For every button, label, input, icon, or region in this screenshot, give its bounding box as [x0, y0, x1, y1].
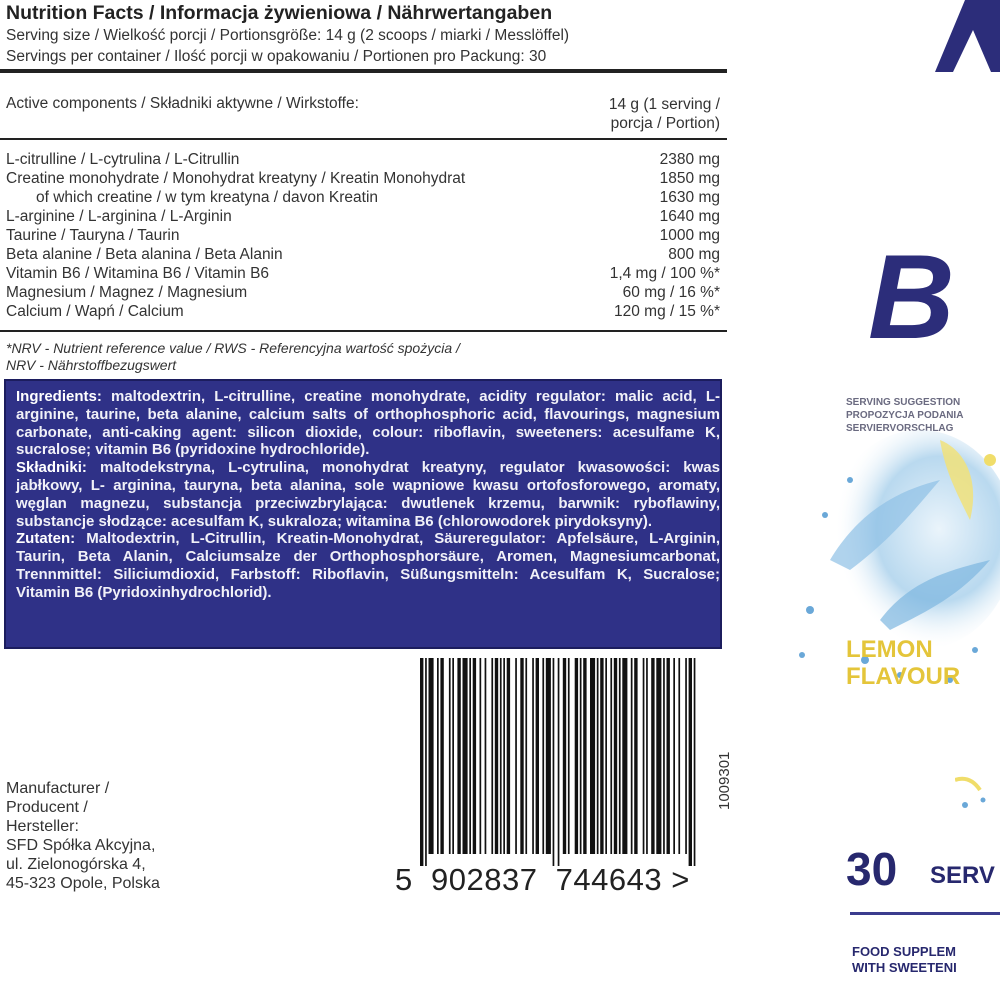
flavour-line: LEMON: [846, 636, 933, 663]
active-components-value: [609, 95, 720, 133]
barcode-bar: [646, 658, 648, 854]
barcode-first-digit: 5: [395, 862, 413, 897]
barcode-bar: [420, 658, 423, 866]
barcode-group2: 744643: [555, 862, 663, 897]
food-line: WITH SWEETENI: [852, 960, 957, 975]
row-label: Taurine / Tauryna / Taurin: [6, 227, 180, 244]
ingredients-pl-body: maltodekstryna, L-cytrulina, monohydrat kreatyny, regulator kwasowości: kwas jabłkowy, L- arginina, tauryna, beta alanina, sole wapniowe kwasu ortofosforowego, aromaty, węglan magnezu, substancja przeciwzbrylająca: dwutlenek krzemu, barwnik: ryboflawiny, substancje słodzące: acesulfam K, sukraloza; witamina B6 (chlorowodorek pirydoksyny).: [16, 459, 720, 530]
barcode-bar: [457, 658, 460, 854]
barcode-bar: [605, 658, 607, 854]
barcode-bar: [600, 658, 603, 854]
serving-size: Serving size / Wielkość porcji / Portionsgröße: 14 g (2 scoops / miarki / Messlöffel): [6, 27, 570, 44]
manufacturer-line: ul. Zielonogórska 4,: [6, 856, 146, 873]
barcode-bar: [622, 658, 627, 854]
barcode-bar: [634, 658, 637, 854]
ingredients-en: [16, 388, 720, 459]
divider: [0, 138, 727, 140]
barcode-bar: [532, 658, 534, 854]
row-label: Vitamin B6 / Witamina B6 / Vitamin B6: [6, 265, 270, 282]
ingredients-text: [16, 388, 720, 602]
barcode-bar: [643, 658, 645, 854]
barcode-number: [395, 862, 690, 898]
ingredients-box: [4, 379, 722, 649]
active-value-line2: porcja / Portion): [610, 115, 720, 132]
brand-logo-icon: [935, 0, 1000, 72]
barcode-bar: [580, 658, 582, 854]
barcode-bar: [437, 658, 439, 854]
barcode-bar: [480, 658, 482, 854]
row-value: 1,4 mg / 100 %*: [609, 265, 720, 282]
servings-per-container: Servings per container / Ilość porcji w opakowaniu / Portionen pro Packung: 30: [6, 48, 547, 65]
ingredients-pl: [16, 459, 720, 530]
row-value: 2380 mg: [659, 151, 720, 168]
barcode-bar: [536, 658, 539, 854]
barcode-bar: [558, 658, 560, 866]
barcode-bar: [678, 658, 680, 854]
barcode-bar: [694, 658, 696, 866]
barcode-bar: [491, 658, 493, 854]
barcode-bar: [500, 658, 502, 854]
row-value: 1640 mg: [659, 208, 720, 225]
barcode-bar: [597, 658, 599, 854]
row-label: Beta alanine / Beta alanina / Beta Alanin: [6, 246, 283, 263]
servings-count: 30: [846, 843, 898, 895]
nrv-line1: *NRV - Nutrient reference value / RWS - Referencyjna wartość spożycia /: [6, 340, 460, 356]
barcode-bar: [546, 658, 551, 854]
product-name-letter: B: [868, 230, 955, 364]
barcode-bar: [429, 658, 434, 854]
barcode-bar: [656, 658, 661, 854]
barcode-bar: [590, 658, 595, 854]
barcode-bar: [685, 658, 687, 854]
row-value: 800 mg: [668, 246, 720, 263]
ingredients-en-heading: Ingredients:: [16, 388, 102, 405]
thick-divider: [0, 69, 727, 73]
barcode-bar: [503, 658, 505, 854]
food-supplement-label: [852, 944, 957, 976]
servings-word: SERV: [930, 862, 995, 889]
ingredients-en-body: maltodextrin, L-citrulline, creatine monohydrate, acidity regulator: malic acid, L-arginine, taurine, beta alanine, calcium salts of orthophosphoric acid, flavourings, magnesium carbonate, anti-caking agent: silicon dioxide, colour: riboflavin, sweeteners: acesulfame K, sucralose; vitamin B6 (pyridoxine hydrochloride).: [16, 388, 720, 459]
row-label: Magnesium / Magnez / Magnesium: [6, 284, 248, 301]
row-label: L-citrulline / L-cytrulina / L-Citrullin: [6, 151, 240, 168]
barcode-bar: [520, 658, 523, 854]
active-value-line1: 14 g (1 serving /: [608, 96, 720, 113]
manufacturer-line: SFD Spółka Akcyjna,: [6, 837, 156, 854]
barcode-group1: 902837: [430, 862, 538, 897]
barcode-bar: [525, 658, 527, 854]
barcode-bar: [651, 658, 654, 854]
nrv-line2: NRV - Nährstoffbezugswert: [6, 357, 177, 373]
row-label: Creatine monohydrate / Monohydrat kreatyny / Kreatin Monohydrat: [6, 170, 466, 187]
barcode-bar: [463, 658, 468, 854]
suggestion-line: SERVIERVORSCHLAG: [846, 423, 954, 434]
barcode-bar: [449, 658, 451, 854]
manufacturer-line: Manufacturer /: [6, 780, 110, 797]
barcode-bar: [689, 658, 692, 866]
row-value: 1000 mg: [659, 227, 720, 244]
row-value: 60 mg / 16 %*: [622, 284, 720, 301]
barcode-bar: [495, 658, 498, 854]
ingredients-pl-heading: Składniki:: [16, 459, 87, 477]
product-divider: [850, 912, 1000, 915]
barcode-bar: [631, 658, 633, 854]
barcode-bar: [575, 658, 578, 854]
barcode-bar: [563, 658, 566, 854]
barcode-bar: [673, 658, 675, 854]
row-value: 1850 mg: [659, 170, 720, 187]
barcode-vertical-number: 1009301: [716, 751, 733, 810]
barcode-bar: [667, 658, 670, 854]
flavour-line: FLAVOUR: [846, 663, 961, 690]
barcode-bar: [553, 658, 555, 866]
divider: [0, 330, 727, 332]
barcode-bar: [663, 658, 665, 854]
manufacturer-info: [6, 779, 160, 893]
suggestion-line: PROPOZYCJA PODANIA: [846, 410, 964, 421]
nutrition-title: Nutrition Facts / Informacja żywieniowa / Nährwertangaben: [6, 2, 553, 24]
nrv-footnote: [6, 340, 460, 374]
barcode-bar: [507, 658, 510, 854]
manufacturer-line: Producent /: [6, 799, 88, 816]
barcode-bar: [452, 658, 454, 854]
row-label: L-arginine / L-arginina / L-Arginin: [6, 208, 232, 225]
ingredients-de-body: Maltodextrin, L-Citrullin, Kreatin-Monohydrat, Säureregulator: Apfelsäure, L-Arginin, Taurin, Beta Alanin, Calciumsalze der Orthophosphorsäure, Aromen, Magnesiumcarbonat, Trennmittel: Siliciumdioxid, Farbstoff: Riboflavin, Süßungsmitteln: Acesulfam K, Sucralose; Vitamin B6 (Pyridoxinhydrochlorid).: [16, 530, 720, 601]
barcode-bar: [614, 658, 617, 854]
ingredients-de-heading: Zutaten:: [16, 530, 76, 548]
row-label: Calcium / Wapń / Calcium: [6, 303, 184, 320]
manufacturer-line: 45-323 Opole, Polska: [6, 875, 160, 892]
barcode-bar: [473, 658, 476, 854]
barcode-bar: [619, 658, 621, 854]
active-components-label: Active components / Składniki aktywne / Wirkstoffe:: [6, 95, 359, 112]
barcode-arrow: >: [671, 862, 690, 897]
food-line: FOOD SUPPLEM: [852, 944, 957, 959]
suggestion-line: SERVING SUGGESTION: [846, 397, 961, 408]
splash-drops: [955, 770, 995, 810]
row-value: 120 mg / 15 %*: [614, 303, 720, 320]
barcode-bar: [515, 658, 517, 854]
barcode-bar: [583, 658, 586, 854]
row-value: 1630 mg: [659, 189, 720, 206]
barcode-bar: [568, 658, 570, 854]
flavour-label: [846, 636, 960, 690]
manufacturer-line: Hersteller:: [6, 818, 79, 835]
barcode-bar: [610, 658, 612, 854]
barcode-bar: [485, 658, 487, 854]
barcode-bar: [425, 658, 427, 866]
barcode-bar: [542, 658, 544, 854]
barcode-bar: [469, 658, 471, 854]
barcode: [418, 658, 698, 866]
ingredients-de: [16, 530, 720, 601]
row-label: of which creatine / w tym kreatyna / davon Kreatin: [36, 189, 379, 206]
barcode-bar: [440, 658, 443, 854]
